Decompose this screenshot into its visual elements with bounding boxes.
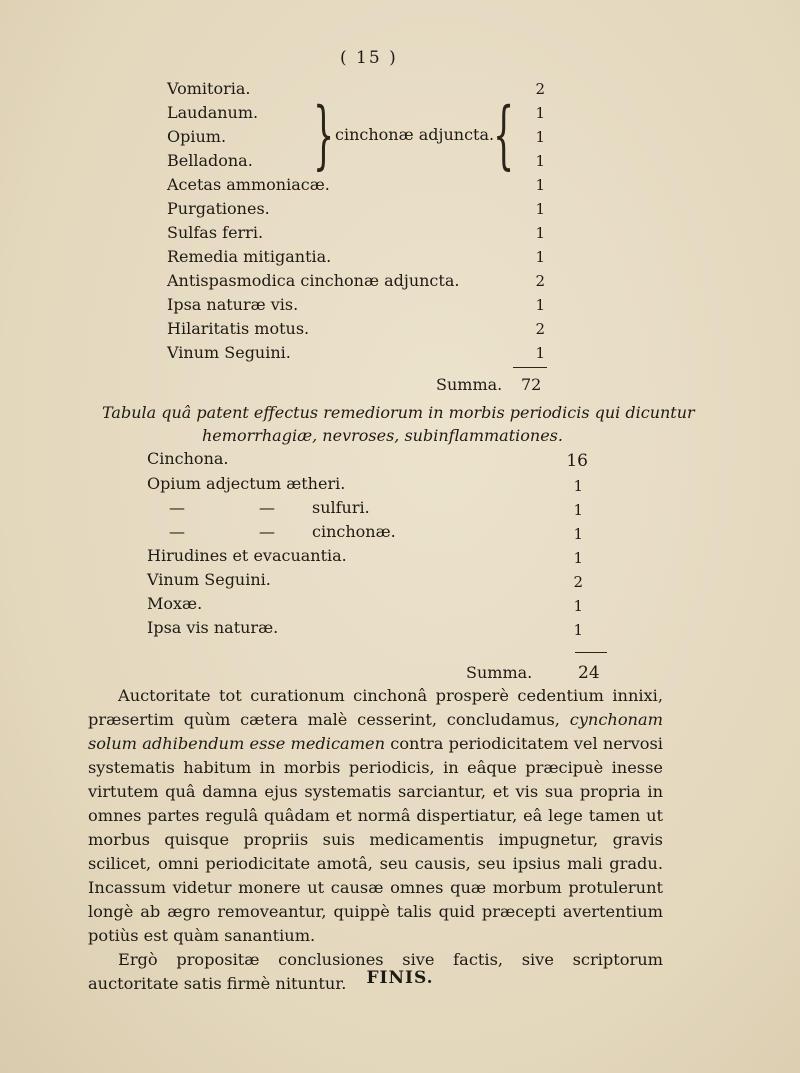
table2-row-label: Hirudines et evacuantia. [147, 546, 347, 565]
table1-row-value: 1 [535, 200, 545, 218]
ditto-dash: — [169, 498, 185, 517]
table1-row-value: 1 [535, 344, 545, 362]
table2-row-label [147, 522, 396, 542]
table2-row-label: Opium adjectum ætheri. [147, 474, 346, 493]
left-brace-icon: { [492, 92, 515, 178]
table1-row-label: Belladona. [167, 151, 253, 170]
table2-row-label: Cinchona. [147, 449, 229, 468]
table1-row-value: 2 [535, 320, 545, 338]
table-caption-line2: hemorrhagiæ, nevroses, subinflammationes. [202, 426, 563, 445]
table2-row-text: sulfuri. [312, 498, 370, 517]
table1-row-label: Vomitoria. [167, 79, 251, 98]
table2-row-value: 16 [566, 451, 588, 471]
ditto-dash: — [259, 522, 275, 541]
ditto-dash: — [169, 522, 185, 541]
table1-row-label: Remedia mitigantia. [167, 247, 332, 266]
sum-rule [575, 652, 607, 653]
conclusion-text [88, 684, 663, 996]
table1-row-label: Antispasmodica cinchonæ adjuncta. [167, 271, 460, 290]
conclusion-paragraph [88, 684, 663, 948]
table1-row-label: Vinum Seguini. [167, 343, 291, 362]
table2-row-value: 1 [573, 477, 583, 495]
table2-row-label: Moxæ. [147, 594, 203, 613]
table1-row-value: 1 [535, 248, 545, 266]
table1-row-label: Opium. [167, 127, 227, 146]
table-caption-line1: Tabula quâ patent effectus remediorum in morbis periodicis qui dicuntur [102, 403, 695, 422]
group-label: cinchonæ adjuncta. [335, 125, 495, 144]
table2-row-text: cinchonæ. [312, 522, 396, 541]
table1-row-value: 1 [535, 152, 545, 170]
table1-row-label: Ipsa naturæ vis. [167, 295, 299, 314]
table2-row-label: Vinum Seguini. [147, 570, 271, 589]
finis-heading: FINIS. [366, 968, 434, 988]
table2-row-value: 1 [573, 501, 583, 519]
table1-row-value: 2 [535, 272, 545, 290]
summa-label: Summa. [436, 375, 503, 394]
paragraph-text: contra periodicitatem vel nervosi systematis habitum in morbis periodicis, in eâque præcipuè inesse virtutem quâ damna ejus systematis sarciantur, et vis sua propria in omnes partes regulâ quâdam et normâ dispertiatur, eâ lege tamen ut morbus quisque propriis suis medicamentis impugnetur, gravis scilicet, omni periodicitate amotâ, seu causis, seu ipsius mali gradu. Incassum videtur monere ut causæ omnes quæ morbum protulerunt longè ab ægro removeantur, quippè talis quid præcepti avertentium potiùs est quàm sanantium. [88, 734, 663, 945]
sum-rule [513, 367, 547, 368]
table2-row-value: 1 [573, 621, 583, 639]
final-paragraph: Ergò propositæ conclusiones sive factis, sive scriptorum auctoritate satis firmè nituntur. [88, 950, 663, 993]
emphasis-text: cynchonam solum adhibendum esse medicamen [88, 710, 663, 753]
table1-row-label: Hilaritatis motus. [167, 319, 310, 338]
paragraph-text: Auctoritate tot curationum cinchonâ prosperè cedentium innixi, præsertim quùm cætera malè cesserint, concludamus, [88, 686, 663, 729]
table1-row-value: 1 [535, 104, 545, 122]
table1-row-value: 1 [535, 176, 545, 194]
summa-value: 72 [521, 375, 542, 394]
right-brace-icon: } [312, 92, 335, 178]
table2-row-value: 1 [573, 525, 583, 543]
table1-row-value: 1 [535, 128, 545, 146]
table2-row-value: 1 [573, 549, 583, 567]
table1-row-value: 1 [535, 296, 545, 314]
table2-row-value: 2 [573, 573, 583, 591]
ditto-dash: — [259, 498, 275, 517]
summa-value: 24 [578, 663, 600, 683]
table1-row-value: 2 [535, 80, 545, 98]
table2-row-label: Ipsa vis naturæ. [147, 618, 279, 637]
table2-row-value: 1 [573, 597, 583, 615]
table1-row-label: Purgationes. [167, 199, 270, 218]
table1-row-value: 1 [535, 224, 545, 242]
table1-row-label: Sulfas ferri. [167, 223, 264, 242]
table2-row-label [147, 498, 370, 518]
summa-label: Summa. [466, 663, 533, 682]
page-number: ( 15 ) [340, 48, 398, 68]
table1-row-label: Acetas ammoniacæ. [167, 175, 330, 194]
table1-row-label: Laudanum. [167, 103, 259, 122]
